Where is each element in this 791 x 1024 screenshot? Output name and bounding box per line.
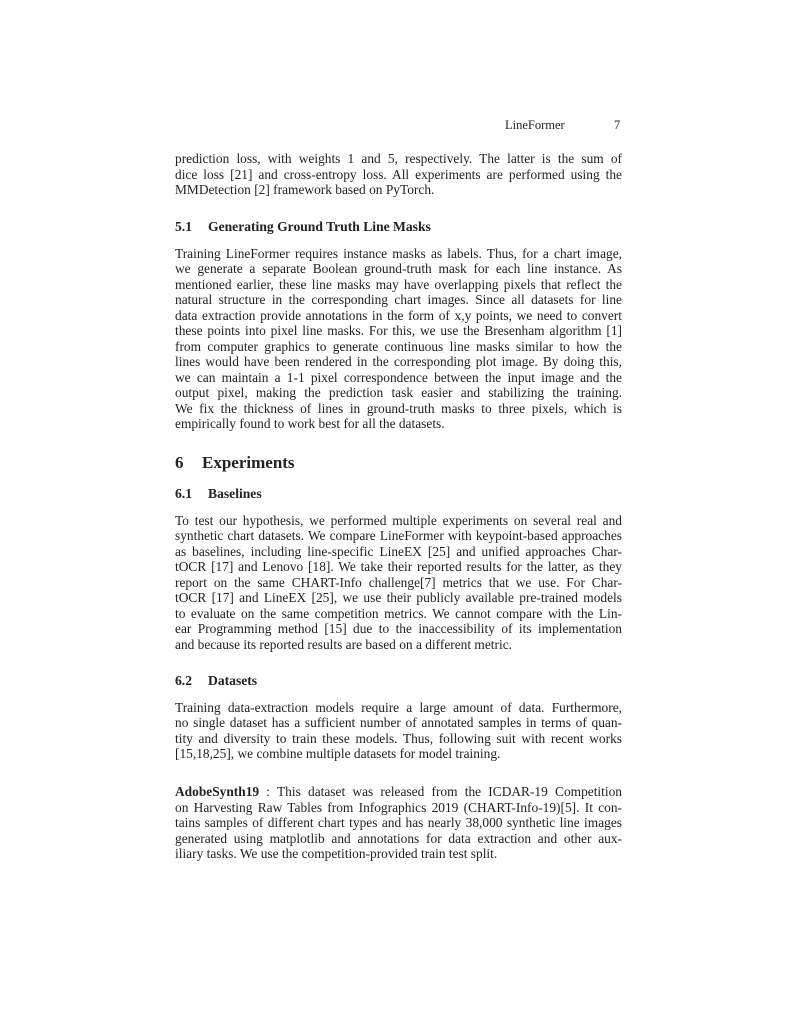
text-line: mentioned earlier, these line masks may have overlapping pixels that reflect the — [175, 276, 622, 292]
text-line: empirically found to work best for all the datasets. — [175, 415, 445, 431]
text-line: output pixel, making the prediction task easier and stabilizing the training. — [175, 385, 622, 401]
section-number: 5.1 — [175, 219, 192, 234]
section-heading-6-1 — [175, 486, 262, 502]
text-line: tity and diversity to train these models. Thus, following suit with recent works — [175, 730, 622, 746]
text-line: data extraction provide annotations in the form of x,y points, we need to convert — [175, 307, 622, 323]
text-line: we generate a separate Boolean ground-truth mask for each line instance. As — [175, 261, 622, 277]
text-line: no single dataset has a sufficient number of annotated samples in terms of quan- — [175, 715, 622, 731]
text-line: tOCR [17] and Lenovo [18]. We take their reported results for the latter, as they — [175, 559, 622, 575]
text-line: and because its reported results are based on a different metric. — [175, 636, 512, 652]
text-line: To test our hypothesis, we performed multiple experiments on several real and — [175, 513, 622, 528]
text-line: MMDetection [2] framework based on PyTorch. — [175, 182, 435, 197]
text-line: on Harvesting Raw Tables from Infographics 2019 (CHART-Info-19)[5]. It con- — [175, 800, 622, 815]
text-line: We fix the thickness of lines in ground-truth masks to three pixels, which is — [175, 400, 622, 416]
section-heading-6-2 — [175, 673, 257, 689]
text-line: ear Programming method [15] due to the inaccessibility of its implementation — [175, 621, 622, 637]
text-line: to evaluate on the same competition metrics. We cannot compare with the Lin- — [175, 605, 622, 621]
section-title: Baselines — [208, 486, 262, 501]
text-line: dice loss [21] and cross-entropy loss. All experiments are performed using the — [175, 167, 622, 182]
text-line: as baselines, including line-specific LineEX [25] and unified approaches Char- — [175, 543, 622, 559]
text-line: these points into pixel line masks. For this, we use the Bresenham algorithm [1] — [175, 323, 622, 339]
text-line: tOCR [17] and LineEX [25], we use their publicly available pre-trained models — [175, 590, 622, 606]
dataset-name: AdobeSynth19 — [175, 784, 260, 799]
section-heading-5-1 — [175, 219, 431, 235]
text-line: [15,18,25], we combine multiple datasets for model training. — [175, 746, 501, 762]
section-heading-6 — [175, 453, 295, 473]
section-title: Generating Ground Truth Line Masks — [208, 219, 431, 234]
section-title: Experiments — [202, 453, 295, 472]
text-line: Training LineFormer requires instance masks as labels. Thus, for a chart image, — [175, 246, 622, 261]
text-line: synthetic chart datasets. We compare LineFormer with keypoint-based approaches — [175, 528, 622, 544]
running-title: LineFormer — [505, 118, 565, 132]
section-title: Datasets — [208, 673, 258, 688]
text-line: from computer graphics to generate continuous line masks similar to how the — [175, 338, 622, 354]
text-line: we can maintain a 1-1 pixel correspondence between the input image and the — [175, 369, 622, 385]
section-number: 6 — [175, 453, 184, 472]
text-line: Training data-extraction models require a large amount of data. Furthermore, — [175, 700, 622, 715]
text-line: lines would have been rendered in the corresponding plot image. By doing this, — [175, 354, 622, 370]
text-run: : This dataset was released from the ICDAR-19 Competition — [259, 784, 622, 799]
section-number: 6.2 — [175, 673, 192, 688]
text-line — [175, 784, 622, 799]
text-line: generated using matplotlib and annotations for data extraction and other aux- — [175, 830, 622, 846]
text-line: prediction loss, with weights 1 and 5, respectively. The latter is the sum of — [175, 151, 622, 166]
section-number: 6.1 — [175, 486, 192, 501]
text-line: natural structure in the corresponding chart images. Since all datasets for line — [175, 292, 622, 308]
text-line: report on the same CHART-Info challenge[7] metrics that we use. For Char- — [175, 574, 622, 590]
text-line: iliary tasks. We use the competition-provided train test split. — [175, 846, 498, 862]
text-line: tains samples of different chart types and has nearly 38,000 synthetic line images — [175, 815, 622, 831]
page-number: 7 — [614, 118, 621, 132]
